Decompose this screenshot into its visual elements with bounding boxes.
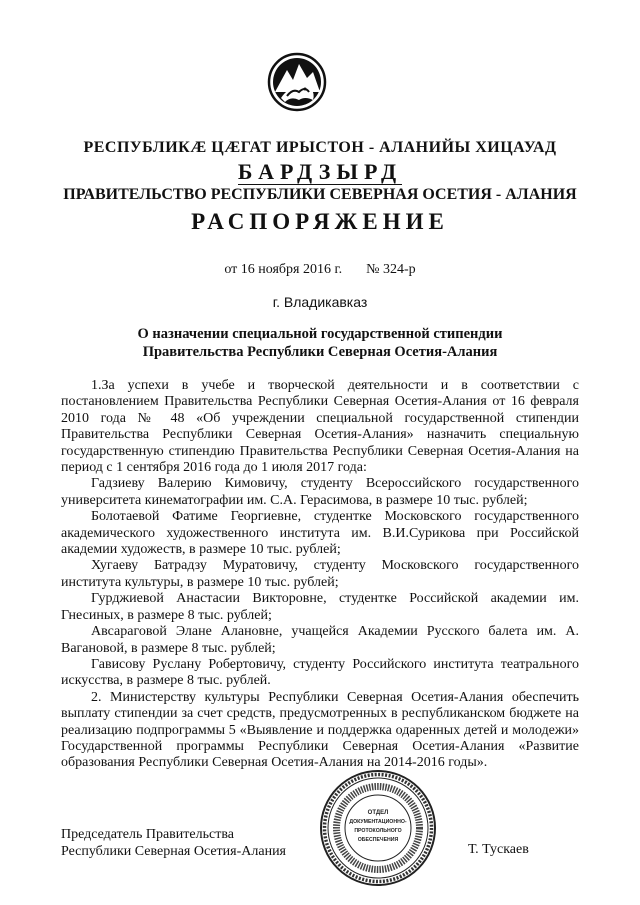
header-bardzyrd (0, 159, 640, 185)
signature-position-line2: Республики Северная Осетия-Алания (61, 844, 286, 859)
signature-position-line1: Председатель Правительства (61, 827, 234, 842)
header-ossetian-government: РЕСПУБЛИКӔ ЦӔГАТ ИРЫСТОН - АЛАНИЙЫ ХИЦАУАД (83, 139, 557, 156)
document-type-title: РАСПОРЯЖЕНИЕ (191, 209, 449, 234)
document-city: г. Владикавказ (272, 294, 368, 310)
header-bardzyrd-text: БАРДЗЫРД (237, 159, 403, 184)
stamp-text-line1: ОТДЕЛ (367, 810, 389, 816)
stamp-text-line3: ПРОТОКОЛЬНОГО (354, 828, 402, 834)
official-stamp (318, 768, 438, 888)
date-number-line (0, 262, 640, 278)
paragraph-recipient: Гадзиеву Валерию Кимовичу, студенту Всероссийского государственного университета кинематографии им. С.А. Герасимова, в размере 10 тыс. рублей; (61, 476, 579, 508)
signature-position (61, 826, 286, 860)
paragraph-recipient: Болотаевой Фатиме Георгиевне, студентке Московского государственного академического художественного института им. В.И.Сурикова при Российской академии художеств, в размере 10 тыс. рублей; (61, 509, 579, 558)
header-government-name: ПРАВИТЕЛЬСТВО РЕСПУБЛИКИ СЕВЕРНАЯ ОСЕТИЯ - АЛАНИЯ (63, 186, 577, 203)
paragraph-ministry-instruction: 2. Министерству культуры Республики Северная Осетия-Алания обеспечить выплату стипендии за счет средств, предусмотренных в республиканском бюджете на реализацию подпрограммы 5 «Выявление и поддержка одаренных детей и молодежи» Государственной программы Республики Северная Осетия-Алания «Развитие образования Республики Северная Осетия-Алания на 2014-2016 годы». (61, 689, 579, 771)
paragraph-recipient: Авсараговой Элане Алановне, учащейся Академии Русского балета им. А. Вагановой, в размере 8 тыс. рублей; (61, 624, 579, 656)
document-title-line1: О назначении специальной государственной стипендии (137, 326, 503, 342)
paragraph-recipient: Гурджиевой Анастасии Викторовне, студентке Российской академии им. Гнесиных, в размере 8 тыс. рублей; (61, 591, 579, 623)
stamp-text-line4: ОБЕСПЕЧЕНИЯ (357, 837, 399, 843)
stamp-text-line2: ДОКУМЕНТАЦИОННО- (349, 819, 407, 825)
coat-of-arms-emblem (267, 52, 327, 112)
paragraph-recipient: Гависову Руслану Робертовичу, студенту Российского института театрального искусства, в размере 8 тыс. рублей. (61, 656, 579, 689)
paragraph-decision: 1.За успехи в учебе и творческой деятельности и в соответствии с постановлением Правительства Республики Северная Осетия-Алания от 16 февраля 2010 года № 48 «Об учреждении специальной государственной стипендии Правительства Республики Северная Осетия-Алания» назначить специальную государственную стипендию Правительства Республики Северная Осетия-Алания на период с 1 сентября 2016 года до 1 июля 2017 года: (61, 378, 579, 476)
document-date: от 16 ноября 2016 г. (224, 262, 343, 277)
paragraph-recipient: Хугаеву Батрадзу Муратовичу, студенту Московского государственного института культуры, в размере 10 тыс. рублей; (61, 558, 579, 590)
document-number: № 324-р (366, 262, 416, 277)
signatory-name: Т. Тускаев (468, 842, 529, 857)
document-title-line2: Правительства Республики Северная Осетия-Алания (142, 344, 498, 360)
document-body (61, 378, 579, 772)
